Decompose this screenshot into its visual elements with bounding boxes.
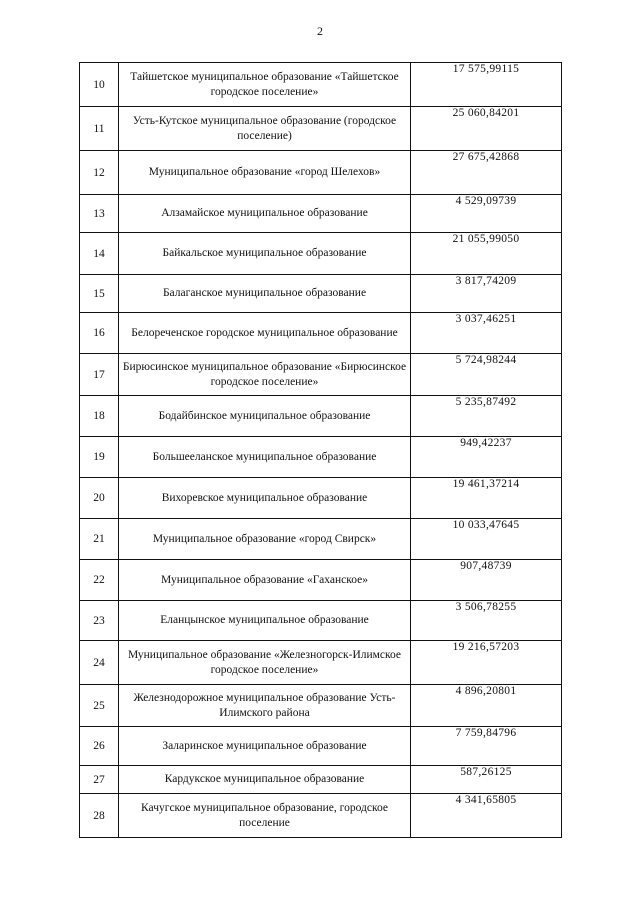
municipality-name: Балаганское муниципальное образование — [119, 275, 411, 313]
row-number: 16 — [80, 313, 119, 354]
municipality-name: Еланцынское муниципальное образование — [119, 601, 411, 641]
table-row — [80, 560, 562, 601]
row-number: 22 — [80, 560, 119, 601]
table-row — [80, 437, 562, 478]
municipality-name: Заларинское муниципальное образование — [119, 727, 411, 766]
municipality-name: Муниципальное образование «город Шелехов» — [119, 151, 411, 195]
table-row — [80, 195, 562, 233]
row-number: 24 — [80, 641, 119, 685]
amount-value: 21 055,99050 — [411, 233, 562, 275]
table-row — [80, 685, 562, 727]
table-row — [80, 478, 562, 519]
row-number: 11 — [80, 107, 119, 151]
municipality-name: Байкальское муниципальное образование — [119, 233, 411, 275]
amount-value: 17 575,99115 — [411, 63, 562, 107]
table-row — [80, 151, 562, 195]
table-row — [80, 794, 562, 838]
row-number: 12 — [80, 151, 119, 195]
table-row — [80, 107, 562, 151]
amount-value: 4 529,09739 — [411, 195, 562, 233]
amount-value: 5 235,87492 — [411, 396, 562, 437]
table-row — [80, 601, 562, 641]
amount-value: 19 461,37214 — [411, 478, 562, 519]
table-row — [80, 519, 562, 560]
amount-value: 3 037,46251 — [411, 313, 562, 354]
page-number: 2 — [317, 24, 323, 38]
table-row — [80, 313, 562, 354]
municipality-name: Бодайбинское муниципальное образование — [119, 396, 411, 437]
municipality-name: Усть-Кутское муниципальное образование (городское поселение) — [119, 107, 411, 151]
municipality-name: Качугское муниципальное образование, городское поселение — [119, 794, 411, 838]
amount-value: 949,42237 — [411, 437, 562, 478]
municipality-name: Тайшетское муниципальное образование «Тайшетское городское поселение» — [119, 63, 411, 107]
municipality-name: Алзамайское муниципальное образование — [119, 195, 411, 233]
row-number: 15 — [80, 275, 119, 313]
allocation-table — [79, 62, 562, 838]
row-number: 20 — [80, 478, 119, 519]
municipality-name: Белореченское городское муниципальное образование — [119, 313, 411, 354]
row-number: 25 — [80, 685, 119, 727]
amount-value: 587,26125 — [411, 766, 562, 794]
amount-value: 907,48739 — [411, 560, 562, 601]
table-row — [80, 354, 562, 396]
row-number: 13 — [80, 195, 119, 233]
amount-value: 7 759,84796 — [411, 727, 562, 766]
amount-value: 5 724,98244 — [411, 354, 562, 396]
municipality-name: Муниципальное образование «Железногорск-Илимское городское поселение» — [119, 641, 411, 685]
table-row — [80, 275, 562, 313]
row-number: 14 — [80, 233, 119, 275]
amount-value: 4 896,20801 — [411, 685, 562, 727]
amount-value: 25 060,84201 — [411, 107, 562, 151]
amount-value: 27 675,42868 — [411, 151, 562, 195]
row-number: 27 — [80, 766, 119, 794]
row-number: 10 — [80, 63, 119, 107]
table-row — [80, 233, 562, 275]
table-row — [80, 727, 562, 766]
municipality-name: Кардукское муниципальное образование — [119, 766, 411, 794]
row-number: 19 — [80, 437, 119, 478]
municipality-name: Муниципальное образование «город Свирск» — [119, 519, 411, 560]
amount-value: 4 341,65805 — [411, 794, 562, 838]
row-number: 18 — [80, 396, 119, 437]
row-number: 17 — [80, 354, 119, 396]
municipality-name: Бирюсинское муниципальное образование «Бирюсинское городское поселение» — [119, 354, 411, 396]
table-body — [80, 63, 562, 838]
row-number: 23 — [80, 601, 119, 641]
amount-value: 19 216,57203 — [411, 641, 562, 685]
row-number: 26 — [80, 727, 119, 766]
amount-value: 3 506,78255 — [411, 601, 562, 641]
table-row — [80, 63, 562, 107]
municipality-name: Большееланское муниципальное образование — [119, 437, 411, 478]
amount-value: 10 033,47645 — [411, 519, 562, 560]
municipality-name: Вихоревское муниципальное образование — [119, 478, 411, 519]
municipality-name: Железнодорожное муниципальное образование Усть-Илимского района — [119, 685, 411, 727]
table-row — [80, 396, 562, 437]
amount-value: 3 817,74209 — [411, 275, 562, 313]
table-row — [80, 641, 562, 685]
row-number: 28 — [80, 794, 119, 838]
table-row — [80, 766, 562, 794]
row-number: 21 — [80, 519, 119, 560]
municipality-name: Муниципальное образование «Гаханское» — [119, 560, 411, 601]
